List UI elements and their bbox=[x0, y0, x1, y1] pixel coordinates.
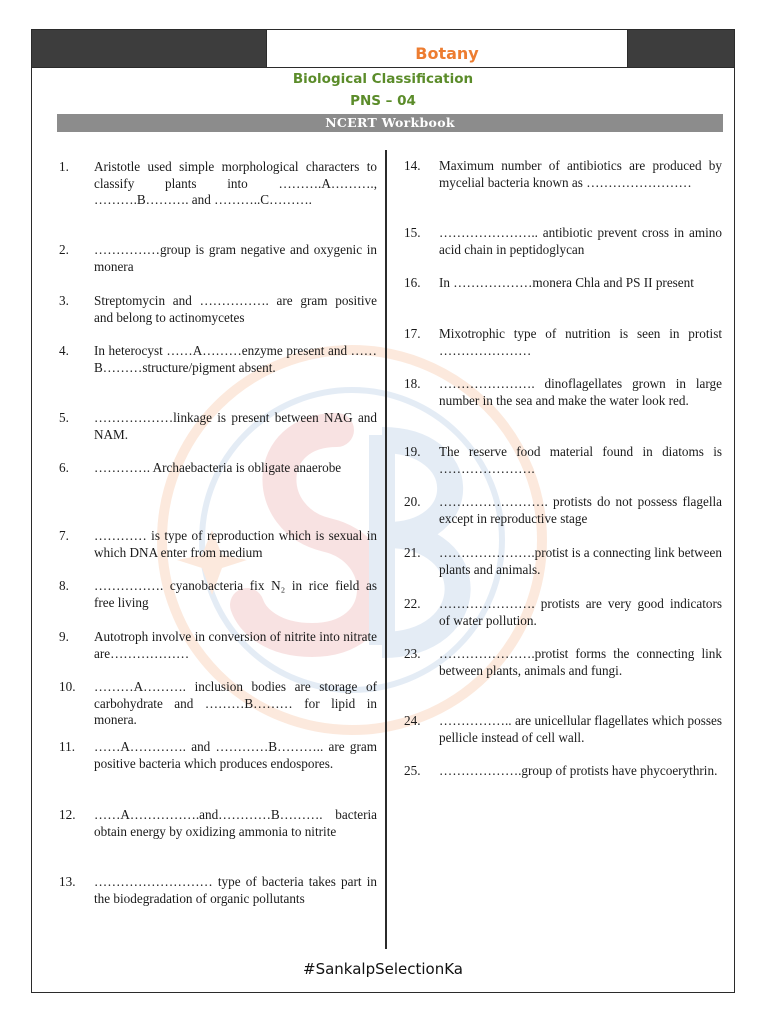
question-text: Streptomycin and ……………. are gram positive and belong to actinomycetes bbox=[94, 293, 377, 325]
question-number: 7. bbox=[59, 528, 69, 543]
question-text: ……………group is gram negative and oxygenic in monera bbox=[94, 242, 377, 274]
question-text: ………… is type of reproduction which is sexual in which DNA enter from medium bbox=[94, 528, 377, 560]
question-number: 15. bbox=[404, 225, 421, 240]
subject-title: Botany bbox=[415, 44, 479, 63]
worksheet-code: PNS – 04 bbox=[350, 93, 416, 109]
question-text: ……A…………….and…………B………. bacteria obtain energy by oxidizing ammonia to nitrite bbox=[94, 807, 377, 839]
question-number: 14. bbox=[404, 158, 421, 173]
question-number: 21. bbox=[404, 545, 421, 560]
question-text: …………………. dinoflagellates grown in large number in the sea and make the water look red. bbox=[439, 376, 722, 408]
question-number: 18. bbox=[404, 376, 421, 391]
question-text: Autotroph involve in conversion of nitrite into nitrate are……………… bbox=[94, 629, 377, 661]
question-number: 3. bbox=[59, 293, 69, 308]
question-number: 9. bbox=[59, 629, 69, 644]
question-number: 16. bbox=[404, 275, 421, 290]
question-number: 17. bbox=[404, 326, 421, 341]
question-text: …………. Archaebacteria is obligate anaerobe bbox=[94, 460, 342, 475]
question-text: ………………….protist is a connecting link between plants and animals. bbox=[439, 545, 722, 577]
question-text: ………………….protist forms the connecting link between plants, animals and fungi. bbox=[439, 646, 722, 678]
question-number: 25. bbox=[404, 763, 421, 778]
question-text: …………………. protists are very good indicators of water pollution. bbox=[439, 596, 722, 628]
question-text: In heterocyst ……A………enzyme present and ……B………structure/pigment absent. bbox=[94, 343, 377, 375]
question-number: 4. bbox=[59, 343, 69, 358]
question-number: 6. bbox=[59, 460, 69, 475]
question-text: The reserve food material found in diatoms is …………………. bbox=[439, 444, 722, 476]
question-number: 20. bbox=[404, 494, 421, 509]
chapter-title: Biological Classification bbox=[292, 71, 474, 87]
header-subject-box bbox=[266, 30, 628, 67]
question-number: 1. bbox=[59, 159, 69, 174]
question-number: 5. bbox=[59, 410, 69, 425]
question-text: ……………………. protists do not possess flagella except in reproductive stage bbox=[439, 494, 722, 526]
question-text: Aristotle used simple morphological characters to classify plants into ……….A………., ……….B………. and ………..C………. bbox=[94, 159, 377, 208]
question-number: 24. bbox=[404, 713, 421, 728]
question-number: 19. bbox=[404, 444, 421, 459]
column-divider bbox=[385, 150, 387, 949]
page-header bbox=[32, 30, 734, 68]
header-bar-left bbox=[32, 30, 266, 67]
question-number: 13. bbox=[59, 874, 76, 889]
question-number: 11. bbox=[59, 739, 75, 754]
question-text: Mixotrophic type of nutrition is seen in protist ………………… bbox=[439, 326, 722, 358]
question-number: 10. bbox=[59, 679, 76, 694]
question-text: ……………. cyanobacteria fix N₂ in rice field as free living bbox=[94, 578, 377, 610]
question-text: In ………………monera Chla and PS II present bbox=[439, 275, 694, 290]
footer-hashtag: #SankalpSelectionKa bbox=[303, 960, 463, 978]
question-number: 12. bbox=[59, 807, 76, 822]
section-banner: NCERT Workbook bbox=[57, 114, 723, 132]
question-text: Maximum number of antibiotics are produced by mycelial bacteria known as …………………… bbox=[439, 158, 722, 190]
question-number: 23. bbox=[404, 646, 421, 661]
question-text: ………………….. antibiotic prevent cross in amino acid chain in peptidoglycan bbox=[439, 225, 722, 257]
question-text: ………………linkage is present between NAG and NAM. bbox=[94, 410, 377, 442]
question-number: 8. bbox=[59, 578, 69, 593]
question-text: ……A…………. and …………B……….. are gram positive bacteria which produces endospores. bbox=[94, 739, 377, 771]
question-number: 22. bbox=[404, 596, 421, 611]
question-text: ………A………. inclusion bodies are storage of carbohydrate and ………B……… for lipid in monera. bbox=[94, 679, 377, 728]
question-text: ……………………… type of bacteria takes part in the biodegradation of organic pollutants bbox=[94, 874, 377, 906]
header-bar-right bbox=[628, 30, 734, 67]
question-number: 2. bbox=[59, 242, 69, 257]
worksheet-page bbox=[31, 29, 735, 993]
question-text: ……………….group of protists have phycoerythrin. bbox=[439, 763, 718, 778]
question-text: …………….. are unicellular flagellates which posses pellicle instead of cell wall. bbox=[439, 713, 722, 745]
